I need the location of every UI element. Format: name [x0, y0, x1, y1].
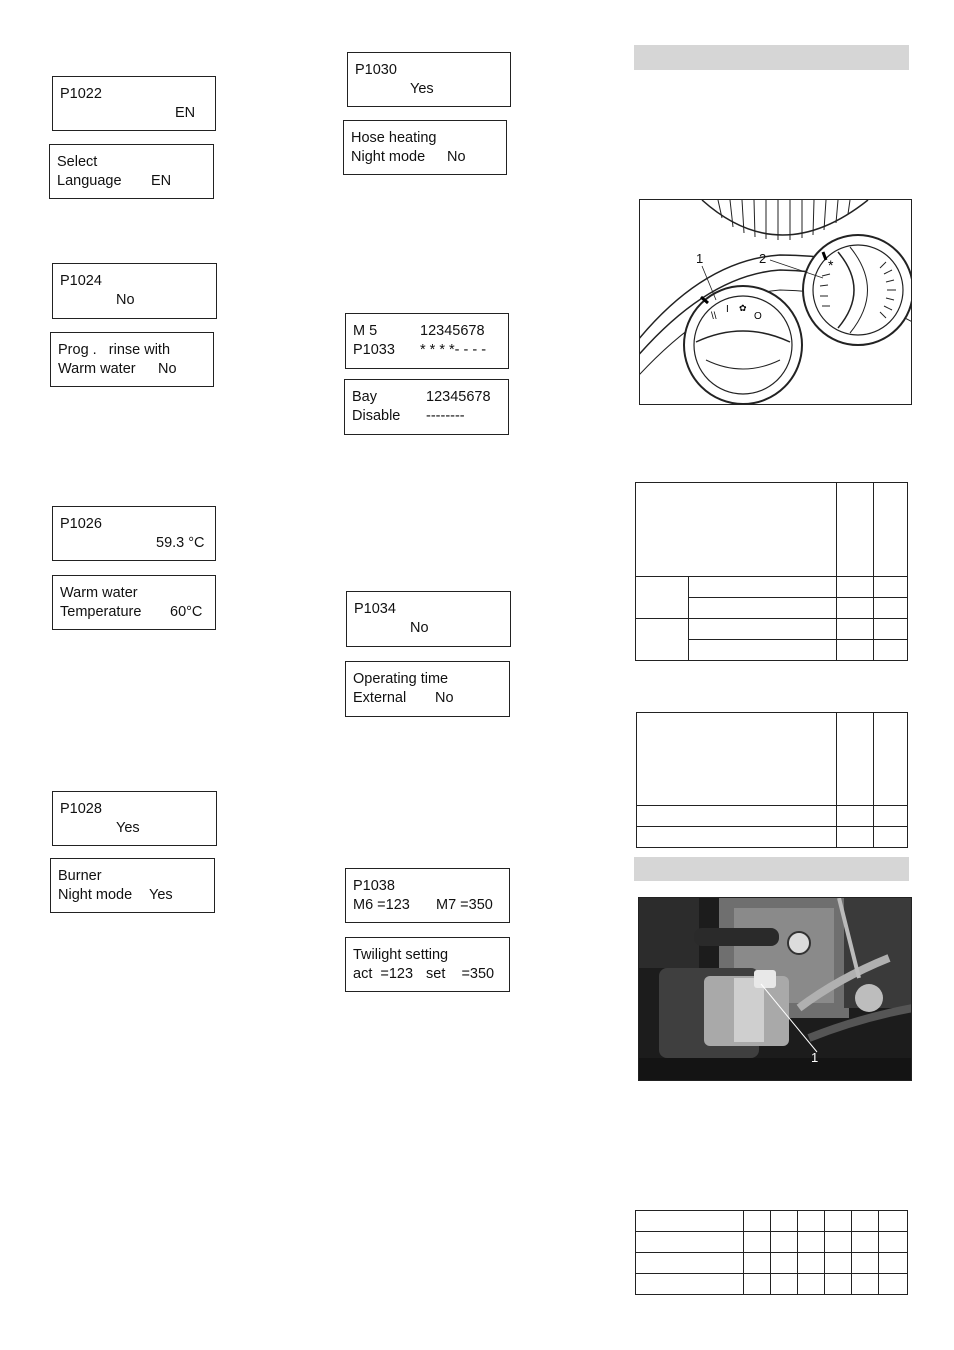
pump-photo	[638, 897, 912, 1081]
param-code: P1030	[355, 62, 397, 78]
line1: Select	[57, 154, 98, 170]
param-value: No	[116, 292, 135, 308]
param-code: P1022	[60, 86, 102, 102]
line2-label: P1033	[353, 342, 395, 358]
line2-value: EN	[151, 173, 172, 189]
line1: Twilight setting	[353, 947, 449, 963]
display-p1030	[347, 52, 511, 107]
callout-1: 1	[696, 251, 704, 266]
line1-value: 12345678	[420, 323, 485, 339]
section-header-bar-2	[634, 857, 909, 881]
param-code: P1038	[353, 878, 395, 894]
display-p1024	[52, 263, 217, 319]
line2-label: act =123	[353, 966, 414, 982]
param-code: P1024	[60, 273, 102, 289]
svg-text:O: O	[754, 311, 762, 322]
display-p1022	[52, 76, 216, 131]
param-value: 59.3 °C	[156, 535, 205, 551]
line2-label: Night mode	[58, 887, 133, 903]
display-operating-time	[345, 661, 510, 717]
line1: Burner	[58, 868, 102, 884]
display-bay-disable	[344, 379, 509, 435]
param-code: P1026	[60, 516, 102, 532]
table-2	[636, 712, 908, 848]
line2-label: Disable	[352, 408, 401, 424]
svg-text:\\: \\	[711, 311, 717, 322]
svg-text:I: I	[726, 304, 729, 315]
line2-value: No	[447, 149, 466, 165]
line2-label: Night mode	[351, 149, 426, 165]
display-burner-night-mode	[50, 858, 215, 913]
display-p1028	[52, 791, 217, 846]
line1: Prog . rinse with	[58, 342, 171, 358]
line2-value: 60°C	[170, 604, 203, 620]
param-value: Yes	[410, 81, 434, 97]
param-value: Yes	[116, 820, 140, 836]
line1: Warm water	[60, 585, 138, 601]
line2-label: Temperature	[60, 604, 142, 620]
callout-2: 2	[759, 251, 767, 266]
line2-value: set =350	[426, 966, 495, 982]
param-code: P1034	[354, 601, 396, 617]
line2-value: --------	[426, 408, 465, 424]
display-m5-p1033	[345, 313, 509, 369]
display-select-language	[49, 144, 214, 199]
line2-value: M7 =350	[436, 897, 493, 913]
line1-label: Bay	[352, 389, 377, 405]
callout-1: 1	[811, 1050, 819, 1065]
display-p1038	[345, 868, 510, 923]
line2-value: No	[158, 361, 177, 377]
line1: Operating time	[353, 671, 449, 687]
line2-label: M6 =123	[353, 897, 410, 913]
line2-value: Yes	[149, 887, 173, 903]
line2-value: * * * *- - - -	[420, 342, 487, 358]
line1-label: M 5	[353, 323, 378, 339]
pump-illustration	[639, 898, 912, 1081]
line2-value: No	[435, 690, 454, 706]
thermostat-dials-figure	[639, 199, 912, 405]
display-prog-rinse	[50, 332, 214, 387]
display-warm-water-temperature	[52, 575, 216, 630]
line2-label: External	[353, 690, 407, 706]
section-header-bar	[634, 45, 909, 70]
line2-label: Warm water	[58, 361, 136, 377]
dial-1	[684, 286, 802, 404]
table-3	[635, 1210, 908, 1295]
param-value: No	[410, 620, 429, 636]
param-value: EN	[175, 105, 196, 121]
svg-text:✿: ✿	[739, 303, 747, 313]
param-code: P1028	[60, 801, 102, 817]
svg-text:*: *	[828, 257, 834, 273]
dials-illustration	[640, 200, 912, 405]
display-twilight-setting	[345, 937, 510, 992]
line1: Hose heating	[351, 130, 437, 146]
display-p1026	[52, 506, 216, 561]
line2-label: Language	[57, 173, 122, 189]
table-1	[635, 482, 908, 661]
dial-2	[803, 235, 912, 345]
line1-value: 12345678	[426, 389, 491, 405]
display-p1034	[346, 591, 511, 647]
display-hose-heating	[343, 120, 507, 175]
